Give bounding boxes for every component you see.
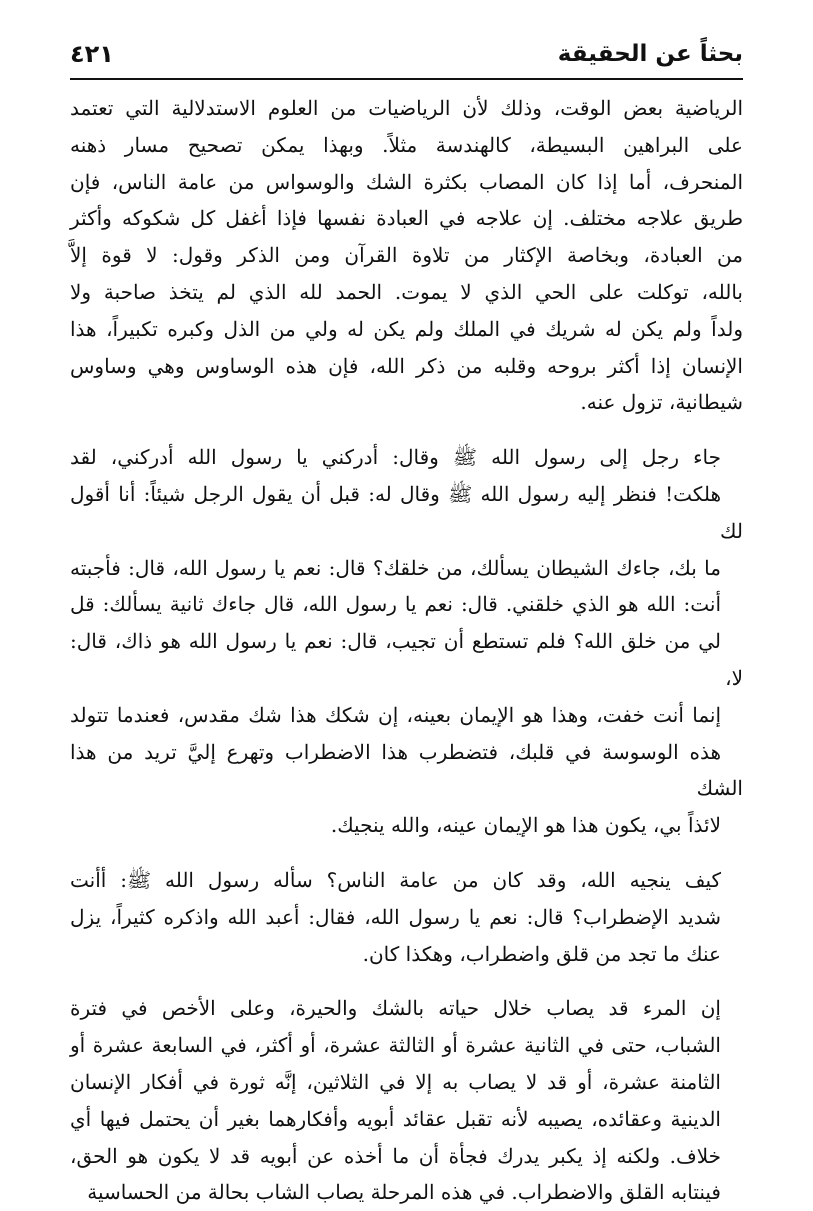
- header-rule: [70, 78, 743, 80]
- text-line: شديد الإضطراب؟ قال: نعم يا رسول الله، فقال: أعبد الله واذكره كثيراً، يزل: [70, 904, 721, 929]
- page-header: [70, 30, 743, 74]
- text-line: هلكت! فنظر إليه رسول الله ﷺ وقال له: قبل أن يقول الرجل شيئاً: أنا أقول لك: [70, 481, 743, 543]
- text-line: لي من خلق الله؟ فلم تستطع أن تجيب، قال: نعم يا رسول الله هو ذاك، قال: لا،: [70, 629, 743, 690]
- text-line: الشباب، حتى في الثانية عشرة أو الثالثة عشرة، أو أكثر، في السابعة عشرة أو: [70, 1033, 721, 1058]
- text-line: عنك ما تجد من قلق واضطراب، وهكذا كان.: [362, 941, 721, 966]
- text-line: المنحرف، أما إذا كان المصاب بكثرة الشك والوسواس من عامة الناس، فإن: [70, 169, 743, 194]
- text-line: جاء رجل إلى رسول الله ﷺ وقال: أدركني يا رسول الله أدركني، لقد: [70, 445, 721, 470]
- paragraph: [70, 862, 743, 972]
- text-line: الثامنة عشرة، أو قد لا يصاب به إلا في الثلاثين، إنَّه ثورة في أفكار الإنسان: [70, 1069, 721, 1094]
- text-line: شيطانية، تزول عنه.: [580, 390, 743, 415]
- text-line: من العبادة، وبخاصة الإكثار من تلاوة القرآن ومن الذكر وقول: لا قوة إلاَّ: [70, 243, 743, 268]
- text-line: إنما أنت خفت، وهذا هو الإيمان بعينه، إن شكك هذا شك مقدس، فعندما تتولد: [70, 702, 721, 727]
- text-line: على البراهين البسيطة، كالهندسة مثلاً. وبهذا يمكن تصحيح مسار ذهنه: [70, 132, 743, 157]
- paragraph: [70, 439, 743, 844]
- text-line: طريق علاجه مختلف. إن علاجه في العبادة نفسها فإذا أغفل كل شكوكه وأكثر: [70, 206, 743, 231]
- text-line: هذه الوسوسة في قلبك، فتضطرب هذا الاضطراب وتهرع إليَّ تريد من هذا الشك: [70, 739, 743, 801]
- paragraph: [70, 90, 743, 421]
- running-title: بحثاً عن الحقيقة: [557, 41, 743, 67]
- text-line: الرياضية بعض الوقت، وذلك لأن الرياضيات من العلوم الاستدلالية التي تعتمد: [70, 96, 743, 120]
- text-line: أنت: الله هو الذي خلقني. قال: نعم يا رسول الله، قال جاءك ثانية يسألك: قل: [70, 592, 721, 617]
- paragraph: [70, 990, 743, 1211]
- text-line: الدينية وعقائده، يصيبه لأنه تقبل عقائد أبويه وأفكارهما بغير أن يحتمل فيها أي: [70, 1106, 721, 1131]
- text-line: فينتابه القلق والاضطراب. في هذه المرحلة يصاب الشاب بحالة من الحساسية: [87, 1180, 721, 1205]
- text-line: الإنسان إذا أكثر بروحه وقلبه من ذكر الله، فإن هذه الوساوس وهي وساوس: [70, 353, 743, 378]
- text-line: بالله، توكلت على الحي الذي لا يموت. الحمد لله الذي لم يتخذ صاحبة ولا: [70, 279, 743, 304]
- text-line: كيف ينجيه الله، وقد كان من عامة الناس؟ سأله رسول الله ﷺ: أأنت: [70, 867, 721, 892]
- text-line: ما بك، جاءك الشيطان يسألك، من خلقك؟ قال: نعم يا رسول الله، قال: فأجبته: [70, 555, 721, 580]
- text-line: خلاف. ولكنه إذ يكبر يدرك فجأة أن ما أخذه عن أبويه قد لا يكون هو الحق،: [70, 1143, 721, 1168]
- text-line: إن المرء قد يصاب خلال حياته بالشك والحيرة، وعلى الأخص في فترة: [70, 996, 721, 1021]
- text-line: لائذاً بي، يكون هذا هو الإيمان عينه، والله ينجيك.: [330, 813, 721, 838]
- text-body: [70, 90, 743, 1205]
- text-line: ولداً ولم يكن له شريك في الملك ولم يكن له ولي من الذل وكبره تكبيراً، هذا: [70, 316, 743, 341]
- page-number: ٤٢١: [70, 40, 114, 68]
